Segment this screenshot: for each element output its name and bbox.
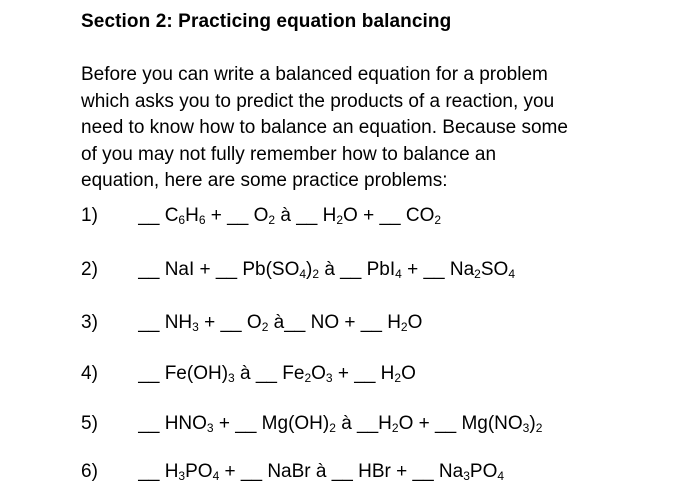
intro-line: which asks you to predict the products of a reaction, you [81,90,555,112]
intro-line: of you may not fully remember how to balance an [81,143,497,165]
intro-line: need to know how to balance an equation. Because some [81,117,568,138]
problem-equation: __ NaI + __ $Pb(SO_4)_2$ à __ PbI$_4$ + __ $Na_2SO_4$ [138,259,515,281]
practice-problem-5 [81,411,542,437]
problem-equation: __ $C_6H_6$ + __ $O_2$ à __ $H_2O$ + __ $CO_2$ [138,205,442,227]
problem-number: 4) [81,363,98,384]
problem-equation: __ $HNO_3$ + __ $Mg(OH)_2$ à $\_\_H_2O$ + __ $Mg(NO_3)_2$ [138,413,543,435]
practice-problem-6 [81,459,504,485]
problem-equation: __ $H_3PO_4$ + __ NaBr à __ HBr + __ $Na_3PO_4$ [138,461,505,483]
intro-line: Before you can write a balanced equation for a problem [81,64,548,85]
practice-problem-4 [81,361,416,387]
problem-number: 5) [81,413,98,434]
practice-problem-1 [81,203,441,229]
intro-line: equation, here are some practice problems: [81,170,448,191]
intro-paragraph [81,62,641,195]
problem-number: 2) [81,259,98,280]
problem-number: 3) [81,312,98,333]
problem-equation: __ $NH_3$ + __ $O_2$ à__ NO + __ $H_2O$ [138,312,423,334]
practice-problem-3 [81,310,422,336]
problem-number: 1) [81,205,98,226]
practice-problem-2 [81,257,515,283]
section-title: Section 2: Practicing equation balancing [81,11,452,32]
problem-equation: __ $Fe(OH)_3$ à __ $Fe_2O_3$ + __ $H_2O$ [138,363,416,385]
problem-number: 6) [81,461,98,482]
